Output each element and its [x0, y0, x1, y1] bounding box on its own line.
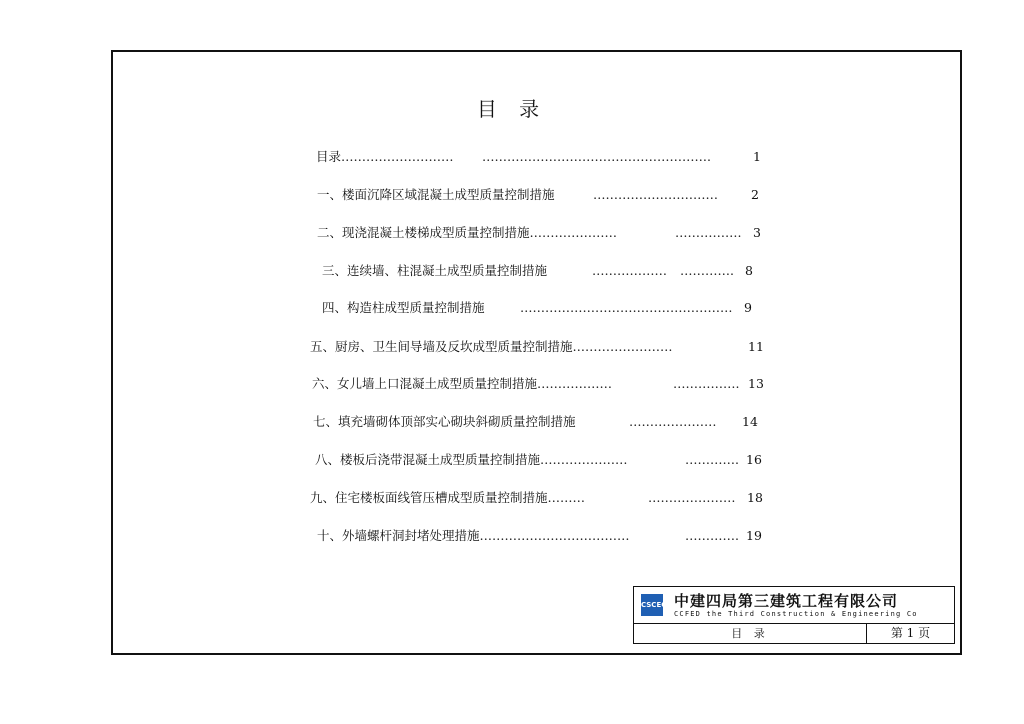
toc-page: 1	[753, 149, 761, 164]
sheet-name: 目 录	[634, 624, 867, 643]
toc-text: 目录	[316, 149, 342, 164]
company-logo-icon: CSCEC	[641, 594, 663, 616]
toc-dots: ………	[547, 490, 586, 505]
toc-row-0[interactable]	[316, 147, 761, 167]
title-block-footer	[634, 624, 954, 643]
toc-row-3[interactable]	[322, 261, 753, 281]
toc-text: 十、外墙螺杆洞封堵处理措施	[317, 528, 480, 543]
toc-dots: ………………………	[341, 149, 454, 164]
toc-dots: ……………………	[572, 339, 673, 354]
toc-page: 3	[753, 225, 761, 240]
toc-row-5[interactable]	[310, 337, 764, 357]
toc-dots-trailing: ……………………………………………….	[482, 149, 711, 164]
toc-dots-trailing: ………….	[680, 263, 734, 278]
toc-row-7[interactable]	[313, 412, 758, 432]
toc-page: 14	[742, 414, 758, 429]
toc-dots: ……………………………………………	[520, 300, 733, 315]
toc-page: 18	[747, 490, 763, 505]
company-name-english: CCFED the Third Construction & Engineering Co	[674, 610, 918, 618]
toc-row-10[interactable]	[317, 526, 762, 546]
toc-dots: ………………	[592, 263, 667, 278]
toc-dots: …………………	[540, 452, 628, 467]
toc-dots: …………………	[529, 225, 618, 240]
toc-text: 七、填充墙砌体顶部实心砌块斜砌质量控制措施	[313, 414, 576, 429]
toc-dots-trailing: ………….	[685, 528, 739, 543]
toc-dots-trailing: …………………	[648, 490, 736, 505]
title-block-header	[634, 587, 954, 624]
toc-text: 九、住宅楼板面线管压槽成型质量控制措施	[310, 490, 548, 505]
page-title: 目 录	[476, 97, 548, 121]
company-name: 中建四局第三建筑工程有限公司	[674, 592, 899, 610]
sheet-page-number: 第 1 页	[890, 626, 931, 640]
toc-page: 2	[751, 187, 759, 202]
title-block	[633, 586, 955, 644]
toc-text: 二、现浇混凝土楼梯成型质量控制措施	[317, 225, 530, 240]
toc-text: 四、构造柱成型质量控制措施	[322, 300, 485, 315]
toc-page: 13	[748, 376, 764, 391]
toc-row-6[interactable]	[312, 374, 764, 394]
toc-dots: ………………	[537, 376, 613, 391]
toc-dots-trailing: …………….	[675, 225, 742, 240]
toc-dots-trailing: ………….	[685, 452, 739, 467]
toc-text: 五、厨房、卫生间导墙及反坎成型质量控制措施	[310, 339, 573, 354]
toc-row-8[interactable]	[315, 450, 762, 470]
toc-dots: …………………	[629, 414, 717, 429]
toc-text: 六、女儿墙上口混凝土成型质量控制措施	[312, 376, 538, 391]
toc-text: 一、楼面沉降区域混凝土成型质量控制措施	[317, 187, 555, 202]
toc-text: 八、楼板后浇带混凝土成型质量控制措施	[315, 452, 541, 467]
toc-row-4[interactable]	[322, 298, 752, 318]
toc-page: 8	[745, 263, 753, 278]
toc-dots-trailing: …………….	[673, 376, 740, 391]
toc-row-2[interactable]	[317, 223, 761, 243]
toc-row-1[interactable]	[317, 185, 759, 205]
toc-page: 11	[748, 339, 764, 354]
toc-page: 19	[746, 528, 762, 543]
toc-text: 三、连续墙、柱混凝土成型质量控制措施	[322, 263, 548, 278]
toc-page: 9	[744, 300, 752, 315]
toc-dots: ………………………………	[479, 528, 630, 543]
toc-dots: …………………………	[593, 187, 718, 202]
toc-row-9[interactable]	[310, 488, 763, 508]
toc-page: 16	[746, 452, 762, 467]
